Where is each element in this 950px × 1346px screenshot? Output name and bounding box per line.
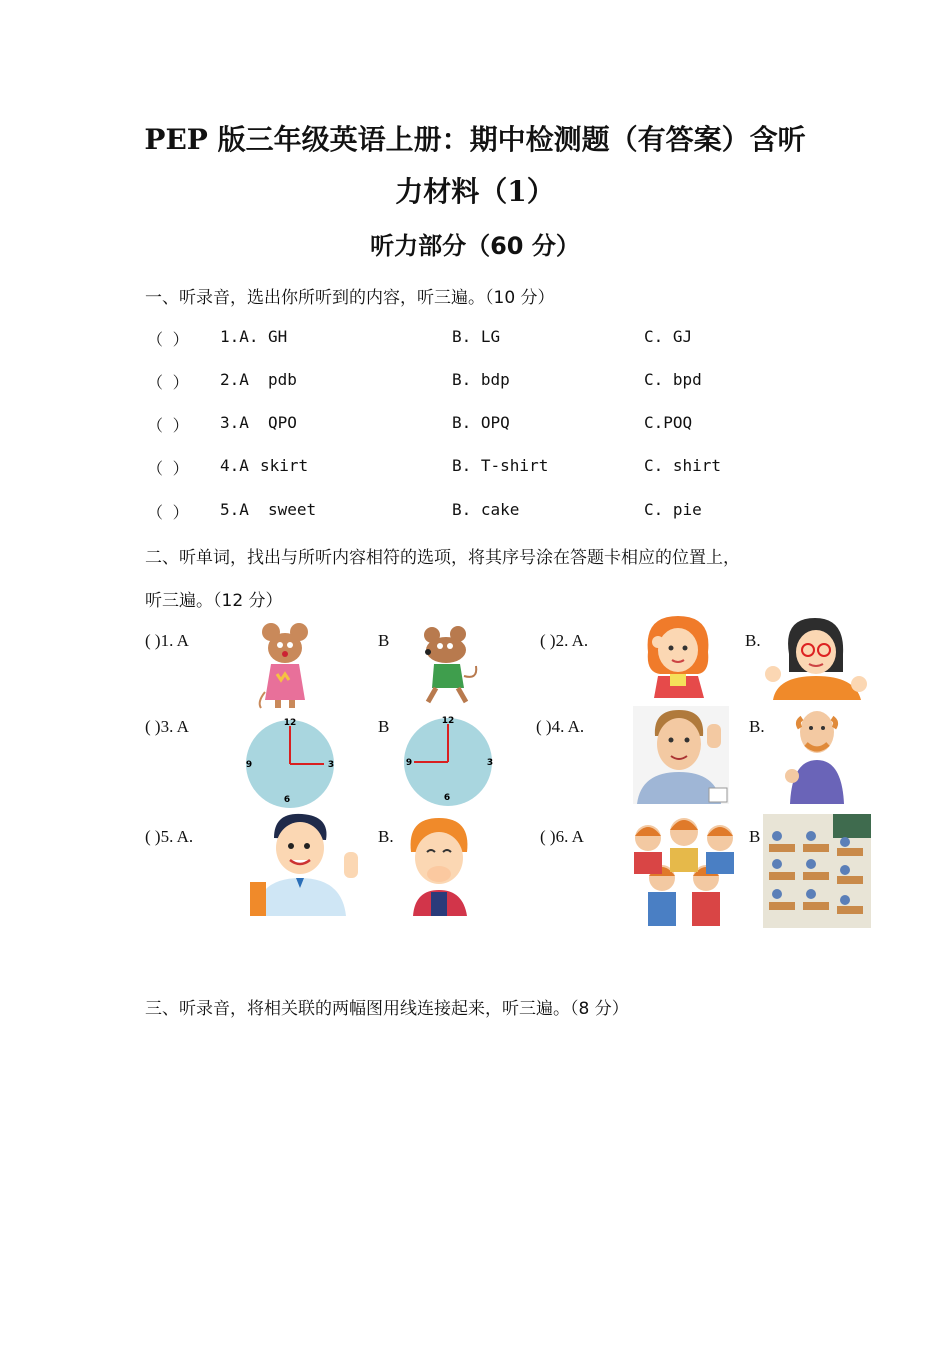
option-b: B. OPQ bbox=[452, 413, 510, 432]
option-b: B. cake bbox=[452, 500, 520, 519]
q6-b-label: B bbox=[749, 827, 761, 846]
woman-glasses-image[interactable] bbox=[763, 614, 869, 700]
option-c: C. pie bbox=[644, 500, 702, 519]
classroom-image[interactable] bbox=[763, 814, 871, 928]
q4-label[interactable]: ( )4. A. bbox=[536, 717, 585, 736]
section1-heading: 一、听录音，选出你所听到的内容，听三遍。（10 分） bbox=[145, 288, 555, 308]
option-a: QPO bbox=[268, 413, 297, 432]
clock-num-9: 9 bbox=[245, 760, 253, 770]
clock-three-oclock[interactable] bbox=[244, 716, 336, 808]
q5-b-label: B. bbox=[378, 827, 394, 846]
q4-b-label: B. bbox=[749, 717, 765, 736]
q1-b-label: B bbox=[378, 631, 390, 650]
q3-b-label: B bbox=[378, 717, 390, 736]
clock-num-3: 3 bbox=[486, 758, 494, 768]
boy-waving-image[interactable] bbox=[244, 812, 362, 916]
q2-label[interactable]: ( )2. A. bbox=[540, 631, 589, 650]
clock-num-6: 6 bbox=[443, 793, 451, 803]
clock-num-12: 12 bbox=[441, 716, 455, 726]
boy-laughing-image[interactable] bbox=[405, 816, 473, 916]
answer-paren[interactable]: （ ） bbox=[147, 373, 189, 392]
girl-orange-hair-image[interactable] bbox=[636, 612, 722, 698]
option-b: B. LG bbox=[452, 327, 501, 346]
item-number: 1.A. bbox=[220, 327, 259, 346]
option-b: B. bdp bbox=[452, 370, 510, 389]
q5-label[interactable]: ( )5. A. bbox=[145, 827, 194, 846]
option-c: C. bpd bbox=[644, 370, 702, 389]
section3-heading: 三、听录音，将相关联的两幅图用线连接起来，听三遍。（8 分） bbox=[145, 999, 629, 1019]
clock-num-6: 6 bbox=[283, 795, 291, 805]
man-waving-image[interactable] bbox=[633, 706, 729, 804]
title-line-2: 力材料（1） bbox=[395, 175, 555, 208]
answer-paren[interactable]: （ ） bbox=[147, 459, 189, 478]
option-b: B. T-shirt bbox=[452, 456, 549, 475]
section2-heading-line-2: 听三遍。（12 分） bbox=[145, 591, 283, 611]
option-a: pdb bbox=[268, 370, 297, 389]
option-a: GH bbox=[268, 327, 288, 346]
item-number: 2.A bbox=[220, 370, 249, 389]
option-a: sweet bbox=[268, 500, 317, 519]
clock-num-9: 9 bbox=[405, 758, 413, 768]
q6-label[interactable]: ( )6. A bbox=[540, 827, 584, 846]
clock-num-12: 12 bbox=[283, 718, 297, 728]
q2-b-label: B. bbox=[745, 631, 761, 650]
item-number: 4.A bbox=[220, 456, 249, 475]
title-line-1: PEP 版三年级英语上册：期中检测题（有答案）含听 bbox=[144, 123, 806, 156]
clock-num-3: 3 bbox=[327, 760, 335, 770]
item-number: 5.A bbox=[220, 500, 249, 519]
old-man-image[interactable] bbox=[784, 706, 850, 804]
section2-heading-line-1: 二、听单词，找出与所听内容相符的选项，将其序号涂在答题卡相应的位置上， bbox=[145, 548, 740, 568]
option-c: C. GJ bbox=[644, 327, 693, 346]
option-c: C.POQ bbox=[644, 413, 693, 432]
mouse-girl-image[interactable] bbox=[255, 622, 315, 710]
option-a: skirt bbox=[260, 456, 309, 475]
section-subtitle: 听力部分（60 分） bbox=[370, 232, 580, 260]
q1-label[interactable]: ( )1. A bbox=[145, 631, 189, 650]
q3-label[interactable]: ( )3. A bbox=[145, 717, 189, 736]
answer-paren[interactable]: （ ） bbox=[147, 503, 189, 522]
item-number: 3.A bbox=[220, 413, 249, 432]
group-of-children-image[interactable] bbox=[626, 808, 744, 926]
clock-nine-oclock[interactable] bbox=[402, 714, 494, 806]
mouse-boy-image[interactable] bbox=[418, 626, 480, 706]
answer-paren[interactable]: （ ） bbox=[147, 330, 189, 349]
option-c: C. shirt bbox=[644, 456, 722, 475]
answer-paren[interactable]: （ ） bbox=[147, 416, 189, 435]
